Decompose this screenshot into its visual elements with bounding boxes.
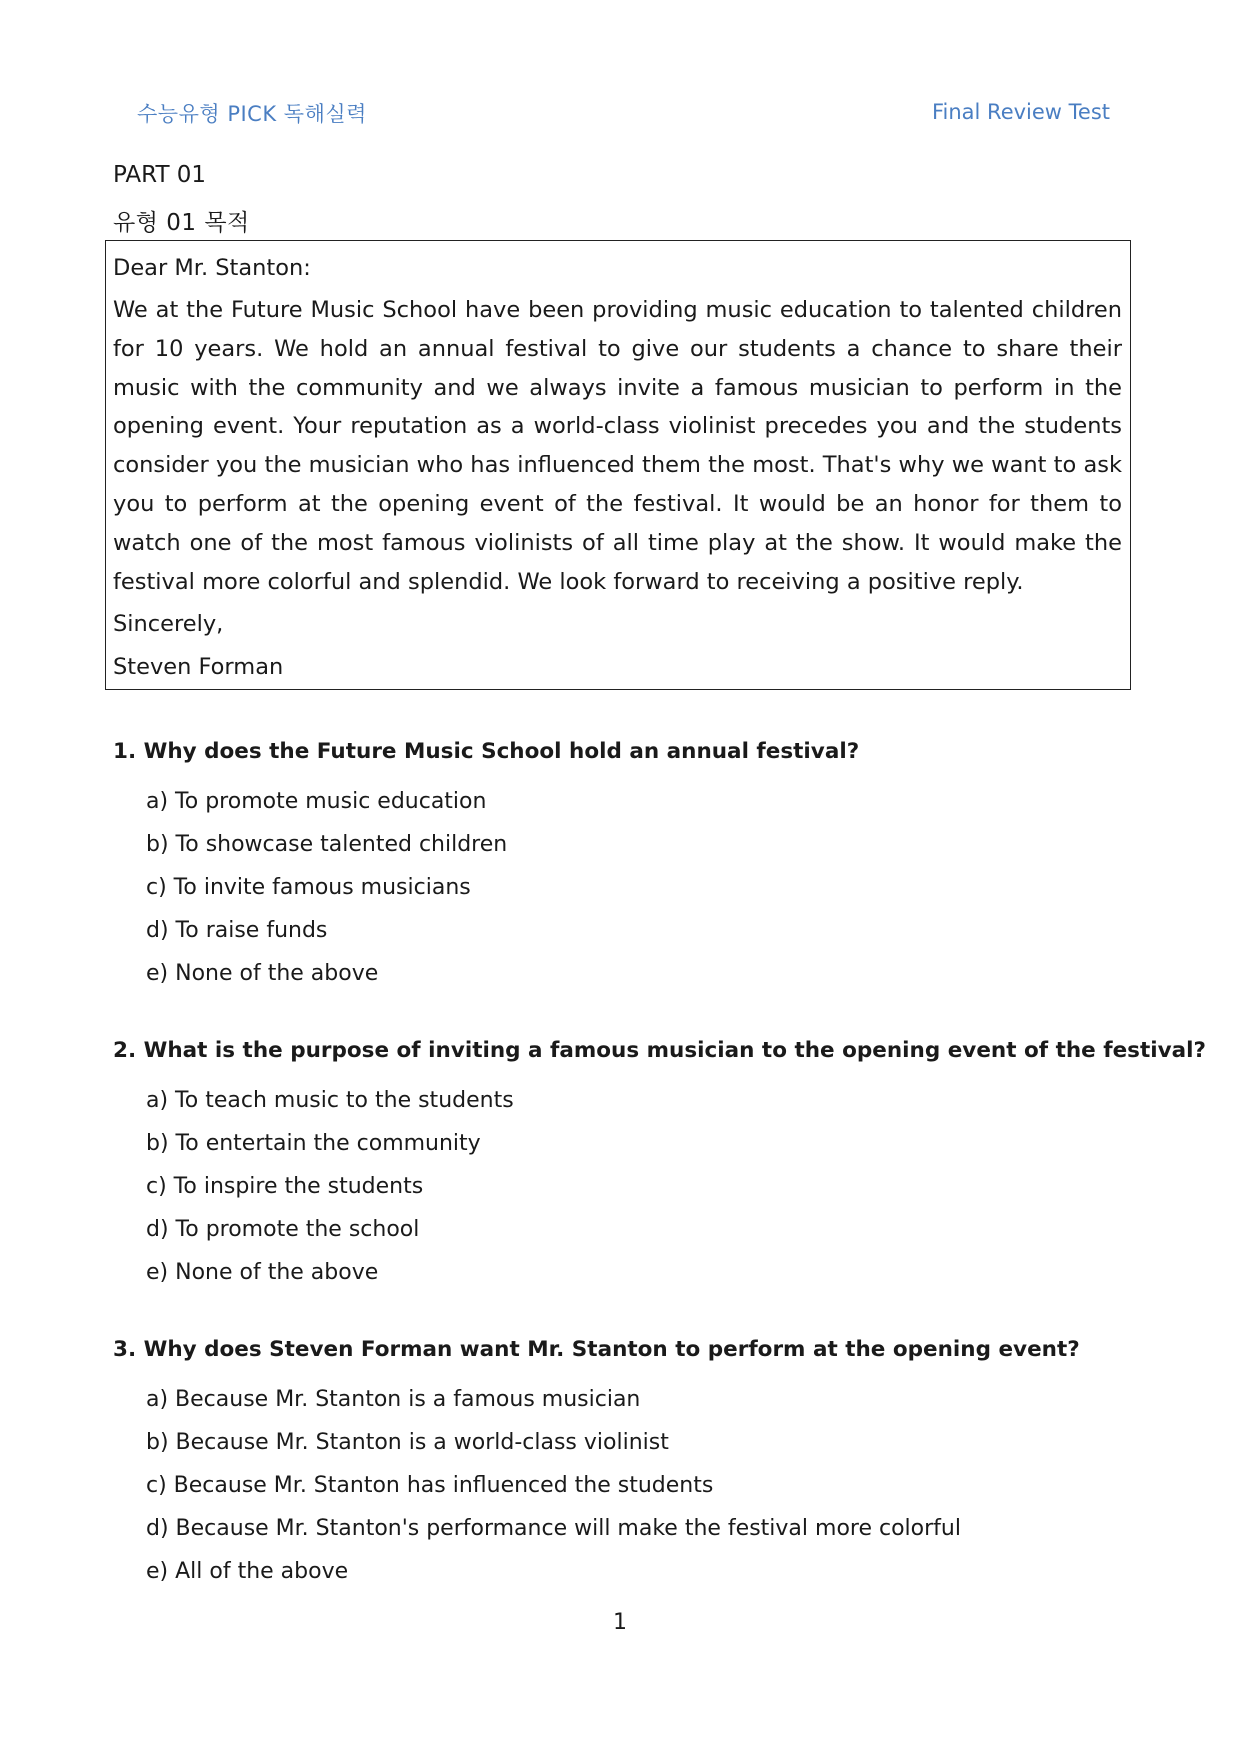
page-number: 1 [613, 1610, 627, 1635]
letter-salutation: Dear Mr. Stanton: [113, 255, 311, 281]
question-title: 1. Why does the Future Music School hold an annual festival? [113, 739, 860, 764]
answer-option: d) To promote the school [146, 1217, 420, 1242]
answer-option: e) None of the above [146, 1260, 379, 1285]
answer-option: b) Because Mr. Stanton is a world-class violinist [146, 1430, 669, 1455]
question-2 [113, 1036, 1206, 1294]
answer-option: a) To promote music education [146, 789, 487, 814]
answer-option: b) To entertain the community [146, 1131, 481, 1156]
letter-body: We at the Future Music School have been providing music education to talented children for 10 years. We hold an annual festival to give our students a chance to share their music with the community and we always invite a famous musician to perform in the opening event. Your reputation as a world-class violinist precedes you and the students consider you the musician who has influenced them the most. That's why we want to ask you to perform at the opening event of the festival. It would be an honor for them to watch one of the most famous violinists of all time play at the show. It would make the festival more colorful and splendid. We look forward to receiving a positive reply. [113, 297, 1122, 595]
header-test-title: Final Review Test [931, 100, 1110, 124]
letter-passage-box [105, 240, 1131, 690]
question-type-label: 유형 01 목적 [113, 210, 250, 236]
question-3 [113, 1335, 1080, 1593]
answer-option: a) Because Mr. Stanton is a famous musician [146, 1387, 641, 1412]
answer-option: d) Because Mr. Stanton's performance will make the festival more colorful [146, 1516, 961, 1541]
header-book-title: 수능유형 PICK 독해실력 [137, 102, 367, 126]
answer-option: c) To inspire the students [146, 1174, 424, 1199]
answer-option: e) None of the above [146, 961, 379, 986]
answer-option: d) To raise funds [146, 918, 328, 943]
letter-closing: Sincerely, [113, 611, 224, 638]
question-1 [113, 737, 859, 995]
question-title: 3. Why does Steven Forman want Mr. Stanton to perform at the opening event? [113, 1337, 1080, 1362]
answer-option: e) All of the above [146, 1559, 349, 1584]
part-label: PART 01 [113, 162, 207, 188]
answer-option: a) To teach music to the students [146, 1088, 514, 1113]
question-title: 2. What is the purpose of inviting a famous musician to the opening event of the festival? [113, 1038, 1206, 1063]
answer-option: c) To invite famous musicians [146, 875, 471, 900]
answer-options [113, 1079, 1206, 1294]
answer-options [113, 780, 859, 995]
answer-options [113, 1378, 1080, 1593]
answer-option: c) Because Mr. Stanton has influenced the students [146, 1473, 714, 1498]
letter-signature: Steven Forman [113, 654, 284, 681]
answer-option: b) To showcase talented children [146, 832, 508, 857]
